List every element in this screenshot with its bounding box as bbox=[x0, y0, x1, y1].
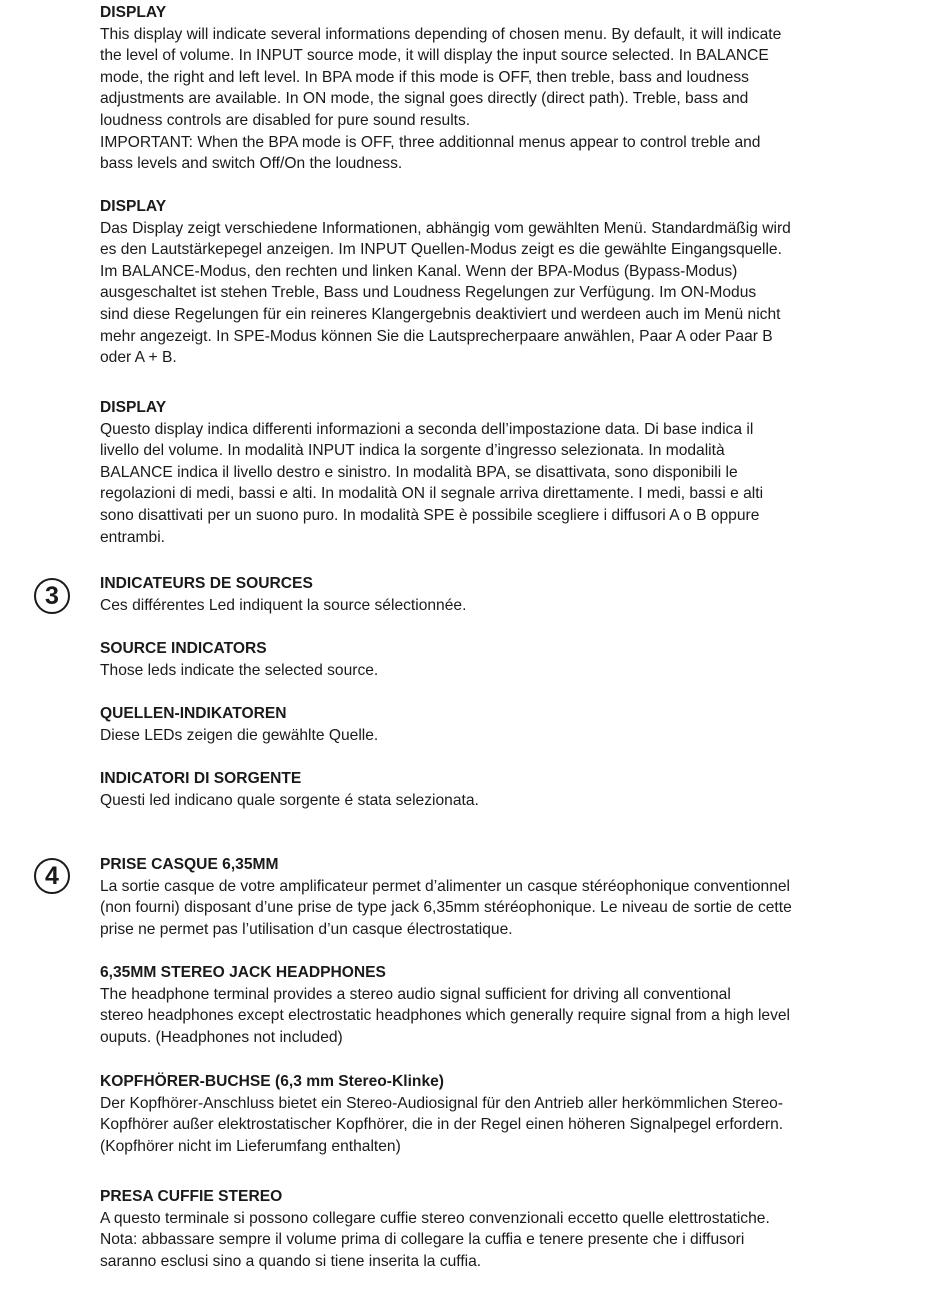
display-text-de: Das Display zeigt verschiedene Informationen, abhängig vom gewählten Menü. Standardmäßig wird es den Lautstärkepegel anzeigen. Im INPUT Quellen-Modus zeigt es die gewählte Eingangsquelle. Im BALANCE-Modus, den rechten und linken Kanal. Wenn der BPA-Modus (Bypass-Modus) ausgeschaltet ist stehen Treble, Bass und Loudness Regelungen zur Verfügung. Im ON-Modus sind diese Regelungen für ein reineres Klangergebnis deaktiviert und werdeen auch im Menü nicht mehr angezeigt. In SPE-Modus können Sie die Lautsprecherpaare anwählen, Paar A oder Paar B oder A + B. bbox=[100, 219, 791, 367]
display-text-it: Questo display indica differenti informazioni a seconda dell’impostazione data. Di base indica il livello del volume. In modalità INPUT indica la sorgente d’ingresso selezionata. In modalità BALANCE indica il livello destro e sinistro. In modalità BPA, se disattivata, sono disponibili le regolazioni di medi, bassi e alti. In modalità ON il segnale arriva direttamente. I medi, bassi e alti sono disattivati per un suono puro. In modalità SPE è possibile scegliere i diffusori A o B oppure entrambi. bbox=[100, 420, 764, 546]
display-block-en bbox=[100, 2, 920, 175]
headphones-heading-it: PRESA CUFFIE STEREO bbox=[100, 1188, 283, 1205]
display-heading-de: DISPLAY bbox=[100, 198, 167, 215]
source-heading-it: INDICATORI DI SORGENTE bbox=[100, 770, 302, 787]
source-heading-en: SOURCE INDICATORS bbox=[100, 640, 267, 657]
display-block-it bbox=[100, 397, 920, 548]
source-indicators-de bbox=[100, 703, 920, 746]
headphones-text-en: The headphone terminal provides a stereo audio signal sufficient for driving all conventional stereo headphones except electrostatic headphones which generally require signal from a high level ouputs. (Headphones not included) bbox=[100, 985, 791, 1046]
headphones-block-de bbox=[100, 1071, 920, 1157]
headphones-block-it bbox=[100, 1186, 920, 1272]
display-heading-it: DISPLAY bbox=[100, 399, 167, 416]
section-number-4-badge: 4 bbox=[34, 858, 70, 894]
display-block-de bbox=[100, 196, 920, 369]
source-text-fr: Ces différentes Led indiquent la source sélectionnée. bbox=[100, 596, 467, 614]
display-heading-en: DISPLAY bbox=[100, 4, 167, 21]
source-text-it: Questi led indicano quale sorgente é stata selezionata. bbox=[100, 791, 479, 809]
headphones-text-fr: La sortie casque de votre amplificateur permet d’alimenter un casque stéréophonique conventionnel (non fourni) disposant d’une prise de type jack 6,35mm stéréophonique. Le niveau de sortie de cette prise ne permet pas l’utilisation d’un casque électrostatique. bbox=[100, 877, 792, 938]
source-text-de: Diese LEDs zeigen die gewählte Quelle. bbox=[100, 726, 379, 744]
source-indicators-it bbox=[100, 768, 920, 811]
source-heading-fr: INDICATEURS DE SOURCES bbox=[100, 575, 313, 592]
section-number-3-badge: 3 bbox=[34, 578, 70, 614]
headphones-block-en bbox=[100, 962, 920, 1048]
source-heading-de: QUELLEN-INDIKATOREN bbox=[100, 705, 287, 722]
headphones-text-it: A questo terminale si possono collegare cuffie stereo convenzionali eccetto quelle elettrostatiche. Nota: abbassare sempre il volume prima di collegare la cuffia e tenere presente che i diffusori saranno esclusi sino a quando si tiene inserita la cuffia. bbox=[100, 1209, 770, 1270]
display-text-en: This display will indicate several informations depending of chosen menu. By default, it will indicate the level of volume. In INPUT source mode, it will display the input source selected. In BALANCE mode, the right and left level. In BPA mode if this mode is OFF, then treble, bass and loudness adjustments are available. In ON mode, the signal goes directly (direct path). Treble, bass and loudness controls are disabled for pure sound results. IMPORTANT: When the BPA mode is OFF, three additionnal menus appear to control treble and bass levels and switch Off/On the loudness. bbox=[100, 25, 782, 173]
source-indicators-fr bbox=[100, 573, 920, 616]
headphones-block-fr bbox=[100, 854, 920, 940]
headphones-heading-de: KOPFHÖRER-BUCHSE (6,3 mm Stereo-Klinke) bbox=[100, 1073, 444, 1090]
headphones-heading-en: 6,35MM STEREO JACK HEADPHONES bbox=[100, 964, 386, 981]
headphones-text-de: Der Kopfhörer-Anschluss bietet ein Stereo-Audiosignal für den Antrieb aller herkömmlichen Stereo- Kopfhörer außer elektrostatischer Kopfhörer, die in der Regel einen höheren Signalpegel erfordern. (Kopfhörer nicht im Lieferumfang enthalten) bbox=[100, 1094, 784, 1155]
source-indicators-en bbox=[100, 638, 920, 681]
headphones-heading-fr: PRISE CASQUE 6,35MM bbox=[100, 856, 279, 873]
source-text-en: Those leds indicate the selected source. bbox=[100, 661, 379, 679]
